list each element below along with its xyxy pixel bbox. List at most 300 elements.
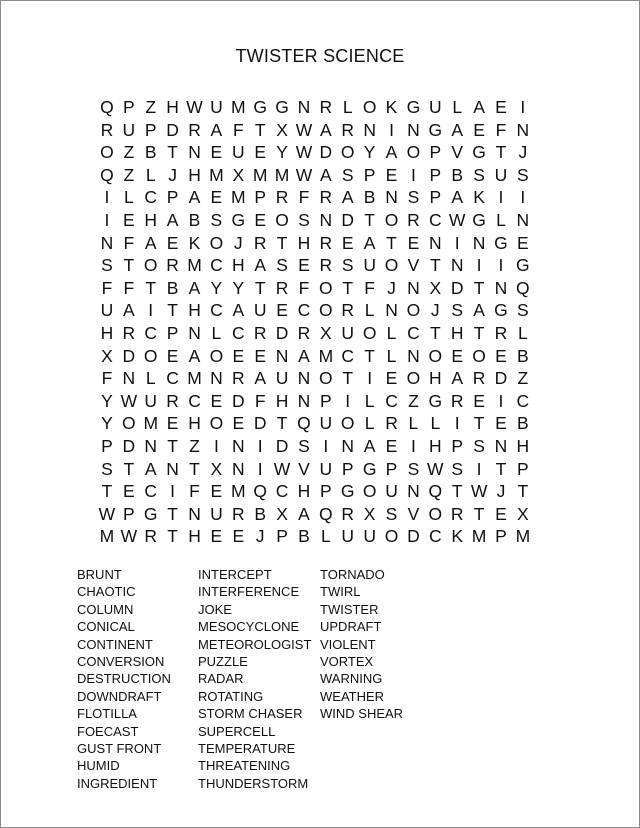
word-list-item: HUMID — [77, 758, 120, 774]
grid-letter: T — [254, 277, 266, 298]
grid-letter: J — [430, 300, 440, 321]
grid-letter: E — [495, 345, 507, 366]
grid-letter: G — [428, 119, 443, 140]
grid-letter: A — [451, 119, 464, 140]
grid-letter: R — [341, 503, 355, 524]
grid-letter: Q — [100, 97, 114, 117]
grid-letter: R — [319, 255, 333, 276]
grid-letter: N — [407, 345, 420, 366]
grid-letter: E — [451, 345, 464, 366]
grid-letter: C — [210, 255, 223, 276]
grid-letter: U — [494, 164, 508, 185]
word-list-column-3 — [320, 566, 403, 723]
grid-letter: H — [297, 232, 311, 253]
grid-letter: E — [210, 526, 223, 547]
grid-letter: U — [428, 97, 442, 117]
grid-letter: E — [122, 209, 135, 230]
grid-letter: P — [144, 119, 157, 140]
grid-letter: N — [516, 209, 530, 230]
grid-letter: N — [472, 232, 486, 253]
word-list-item: WIND SHEAR — [320, 706, 404, 722]
grid-letter: M — [471, 526, 487, 547]
grid-letter: D — [253, 413, 267, 434]
grid-letter: G — [253, 97, 267, 117]
grid-letter: B — [517, 345, 529, 366]
grid-letter: G — [494, 232, 508, 253]
grid-letter: Y — [276, 142, 288, 163]
grid-letter: T — [167, 142, 178, 163]
grid-letter: K — [188, 232, 201, 253]
grid-letter: O — [362, 322, 377, 343]
grid-letter: E — [210, 481, 223, 502]
word-list-item: WEATHER — [320, 688, 385, 704]
grid-letter: V — [451, 142, 464, 163]
grid-letter: P — [276, 526, 288, 547]
grid-letter: N — [100, 232, 114, 253]
word-list-item: JOKE — [198, 601, 232, 617]
word-list-item: VORTEX — [320, 653, 374, 669]
word-list-item: PUZZLE — [198, 653, 248, 669]
grid-letter: A — [188, 277, 201, 298]
grid-letter: E — [385, 164, 398, 185]
grid-letter: A — [363, 435, 376, 456]
grid-letter: Z — [408, 390, 419, 411]
grid-letter: G — [472, 142, 486, 163]
grid-letter: C — [428, 209, 442, 230]
grid-letter: M — [515, 526, 531, 547]
grid-letter: S — [473, 164, 485, 185]
grid-letter: Y — [101, 413, 113, 434]
word-list-item: CONTINENT — [77, 636, 153, 652]
grid-letter: Q — [319, 503, 333, 524]
grid-letter: E — [385, 435, 398, 456]
word-list-item: ROTATING — [198, 688, 264, 704]
grid-letter: U — [319, 458, 333, 479]
grid-letter: B — [298, 526, 310, 547]
grid-letter: L — [386, 322, 397, 343]
grid-letter: F — [254, 390, 266, 411]
grid-letter: S — [407, 458, 420, 479]
grid-letter: E — [407, 232, 420, 253]
grid-letter: I — [257, 458, 263, 479]
word-list-item: METEOROLOGIST — [198, 636, 312, 652]
grid-letter: E — [276, 300, 288, 321]
grid-letter: I — [410, 435, 416, 456]
grid-letter: O — [406, 300, 421, 321]
word-list-item: INTERFERENCE — [198, 584, 300, 600]
grid-letter: P — [254, 187, 267, 208]
grid-letter: S — [385, 503, 398, 524]
grid-letter: F — [298, 277, 310, 298]
grid-letter: C — [275, 481, 289, 502]
grid-letter: H — [231, 255, 245, 276]
word-list-item: MESOCYCLONE — [198, 619, 300, 635]
grid-letter: I — [257, 435, 263, 456]
grid-letter: O — [143, 255, 158, 276]
grid-letter: N — [494, 277, 508, 298]
grid-letter: D — [275, 435, 289, 456]
grid-letter: R — [472, 368, 486, 389]
grid-letter: I — [104, 209, 110, 230]
grid-letter: Z — [123, 164, 135, 185]
grid-letter: N — [516, 119, 530, 140]
grid-letter: H — [297, 481, 311, 502]
grid-letter: H — [428, 368, 442, 389]
grid-letter: M — [231, 187, 246, 208]
grid-letter: T — [451, 481, 463, 502]
grid-letter: N — [297, 390, 311, 411]
grid-letter: R — [144, 526, 158, 547]
grid-letter: L — [408, 413, 419, 434]
grid-letter: O — [275, 209, 289, 230]
grid-letter: B — [254, 503, 267, 524]
grid-letter: U — [275, 368, 289, 389]
word-list-item: CONICAL — [77, 619, 135, 635]
grid-letter: P — [320, 481, 332, 502]
grid-letter: S — [101, 255, 113, 276]
grid-letter: K — [473, 187, 485, 208]
grid-letter: D — [122, 435, 136, 456]
grid-letter: T — [517, 481, 529, 502]
grid-letter: A — [341, 187, 354, 208]
grid-letter: T — [276, 232, 288, 253]
grid-letter: R — [188, 119, 201, 140]
grid-letter: O — [428, 345, 443, 366]
grid-letter: M — [252, 164, 268, 185]
grid-letter: N — [231, 458, 245, 479]
grid-letter: D — [407, 526, 420, 547]
grid-letter: O — [319, 277, 333, 298]
grid-letter: O — [406, 368, 421, 389]
grid-letter: G — [472, 209, 486, 230]
grid-letter: I — [454, 413, 460, 434]
grid-letter: S — [451, 300, 464, 321]
grid-letter: W — [295, 142, 313, 163]
grid-letter: T — [495, 142, 507, 163]
grid-letter: E — [232, 345, 245, 366]
grid-letter: G — [362, 458, 377, 479]
grid-letter: N — [385, 300, 398, 321]
word-list-item: THREATENING — [198, 758, 291, 774]
grid-letter: R — [450, 503, 464, 524]
grid-letter: D — [319, 142, 333, 163]
grid-letter: I — [520, 187, 526, 208]
grid-letter: Z — [145, 97, 157, 117]
word-list-item: TORNADO — [320, 567, 385, 582]
word-list-item: THUNDERSTORM — [198, 775, 309, 791]
grid-letter: D — [450, 277, 464, 298]
grid-letter: H — [166, 97, 179, 117]
grid-letter: R — [494, 322, 508, 343]
grid-letter: C — [428, 526, 442, 547]
grid-letter: I — [454, 232, 460, 253]
grid-letter: G — [428, 390, 443, 411]
grid-letter: L — [145, 368, 156, 389]
grid-letter: P — [101, 435, 113, 456]
grid-letter: G — [406, 97, 421, 117]
grid-letter: R — [319, 187, 333, 208]
grid-letter: F — [123, 277, 135, 298]
grid-letter: N — [363, 119, 376, 140]
grid-letter: S — [517, 300, 529, 321]
grid-letter: N — [319, 209, 333, 230]
grid-letter: A — [451, 368, 464, 389]
grid-letter: X — [101, 345, 113, 366]
word-list-item: TEMPERATURE — [198, 740, 296, 756]
word-list-item: GUST FRONT — [77, 740, 162, 756]
grid-letter: N — [144, 435, 158, 456]
grid-letter: T — [123, 255, 135, 276]
grid-letter: E — [473, 119, 485, 140]
grid-letter: A — [473, 300, 485, 321]
grid-letter: C — [516, 390, 530, 411]
grid-letter: F — [364, 277, 375, 298]
grid-letter: M — [187, 368, 202, 389]
grid-letter: L — [211, 322, 222, 343]
grid-letter: N — [188, 503, 201, 524]
grid-letter: J — [518, 142, 528, 163]
grid-letter: O — [384, 255, 399, 276]
grid-letter: H — [188, 526, 201, 547]
grid-letter: U — [341, 322, 355, 343]
grid-letter: Q — [253, 481, 267, 502]
grid-letter: S — [473, 435, 485, 456]
word-list-column-2 — [198, 566, 311, 792]
grid-letter: R — [341, 300, 355, 321]
grid-letter: E — [210, 187, 223, 208]
grid-letter: E — [210, 142, 223, 163]
grid-letter: U — [144, 390, 158, 411]
grid-letter: N — [385, 187, 398, 208]
grid-letter: T — [276, 413, 288, 434]
grid-letter: E — [166, 413, 179, 434]
grid-letter: N — [275, 345, 289, 366]
grid-letter: C — [341, 345, 355, 366]
grid-letter: P — [495, 526, 507, 547]
grid-letter: W — [295, 164, 313, 185]
word-list-item: BRUNT — [77, 567, 122, 582]
grid-letter: U — [363, 526, 376, 547]
grid-letter: R — [253, 322, 267, 343]
grid-letter: L — [145, 164, 156, 185]
grid-letter: R — [100, 119, 114, 140]
grid-letter: X — [517, 503, 529, 524]
grid-letter: E — [495, 97, 507, 117]
grid-letter: M — [231, 481, 246, 502]
grid-letter: K — [451, 526, 464, 547]
grid-letter: E — [254, 345, 267, 366]
grid-letter: D — [231, 390, 245, 411]
word-list-item: TWIRL — [320, 584, 361, 600]
grid-letter: U — [210, 97, 223, 117]
grid-letter: A — [232, 300, 245, 321]
grid-letter: N — [188, 142, 201, 163]
grid-letter: Z — [123, 142, 135, 163]
grid-letter: P — [429, 187, 442, 208]
grid-letter: E — [495, 413, 507, 434]
grid-letter: P — [385, 458, 398, 479]
grid-letter: T — [364, 345, 375, 366]
grid-letter: O — [122, 413, 136, 434]
grid-letter: R — [231, 368, 245, 389]
grid-letter: D — [166, 119, 179, 140]
grid-letter: S — [407, 187, 420, 208]
grid-letter: T — [386, 232, 397, 253]
grid-letter: H — [450, 322, 464, 343]
grid-letter: H — [144, 209, 158, 230]
grid-letter: B — [144, 142, 157, 163]
grid-letter: O — [362, 481, 377, 502]
grid-letter: T — [167, 300, 178, 321]
grid-letter: G — [231, 209, 246, 230]
word-list-item: SUPERCELL — [198, 723, 276, 739]
grid-letter: P — [122, 503, 135, 524]
grid-letter: Q — [428, 481, 443, 502]
grid-letter: O — [340, 142, 355, 163]
grid-letter: I — [389, 119, 394, 140]
grid-letter: A — [188, 345, 201, 366]
grid-letter: A — [188, 187, 201, 208]
grid-letter: S — [276, 255, 288, 276]
grid-letter: H — [188, 164, 201, 185]
grid-letter: M — [187, 255, 202, 276]
word-list-item: STORM CHASER — [198, 706, 303, 722]
grid-letter: E — [385, 368, 398, 389]
grid-letter: L — [518, 322, 528, 343]
grid-letter: O — [362, 97, 377, 117]
grid-letter: W — [120, 526, 138, 547]
grid-letter: H — [516, 435, 530, 456]
grid-letter: C — [144, 322, 158, 343]
grid-letter: W — [98, 503, 116, 524]
grid-letter: S — [517, 164, 529, 185]
grid-letter: Y — [232, 277, 245, 298]
grid-letter: E — [166, 232, 179, 253]
grid-letter: T — [167, 526, 178, 547]
word-list-item: WARNING — [320, 671, 383, 687]
grid-letter: E — [254, 142, 267, 163]
grid-letter: E — [341, 232, 354, 253]
grid-letter: F — [189, 481, 200, 502]
grid-letter: T — [429, 322, 441, 343]
grid-letter: X — [320, 322, 332, 343]
grid-letter: A — [320, 119, 332, 140]
grid-letter: L — [364, 390, 375, 411]
grid-letter: C — [166, 368, 179, 389]
grid-letter: U — [319, 413, 333, 434]
grid-letter: W — [427, 458, 444, 479]
grid-letter: P — [429, 164, 442, 185]
grid-letter: T — [473, 503, 485, 524]
grid-letter: H — [188, 300, 201, 321]
grid-letter: D — [122, 345, 136, 366]
grid-letter: R — [297, 322, 311, 343]
grid-letter: L — [364, 413, 375, 434]
grid-letter: U — [385, 481, 398, 502]
grid-letter: W — [120, 390, 138, 411]
grid-letter: M — [209, 164, 224, 185]
word-list-item: CONVERSION — [77, 653, 165, 669]
grid-letter: I — [104, 187, 110, 208]
grid-letter: B — [517, 413, 529, 434]
grid-letter: I — [410, 164, 416, 185]
word-list-item: DOWNDRAFT — [77, 688, 162, 704]
grid-letter: D — [341, 209, 355, 230]
grid-letter: T — [495, 458, 507, 479]
grid-letter: F — [232, 119, 244, 140]
grid-letter: V — [407, 255, 420, 276]
grid-letter: O — [472, 345, 486, 366]
grid-letter: R — [253, 232, 267, 253]
word-list-item: TWISTER — [320, 601, 379, 617]
grid-letter: C — [210, 300, 223, 321]
grid-letter: N — [231, 435, 245, 456]
grid-letter: C — [385, 390, 398, 411]
word-list-item: INTERCEPT — [198, 567, 272, 582]
grid-letter: A — [144, 458, 157, 479]
word-list-column-1 — [77, 566, 171, 792]
grid-letter: R — [407, 209, 420, 230]
grid-letter: T — [473, 277, 485, 298]
grid-letter: S — [451, 458, 464, 479]
grid-letter: T — [167, 435, 178, 456]
grid-letter: Y — [101, 390, 113, 411]
grid-letter: P — [363, 164, 376, 185]
grid-letter: C — [144, 187, 158, 208]
grid-letter: T — [342, 277, 354, 298]
grid-letter: A — [254, 255, 267, 276]
grid-letter: T — [364, 209, 375, 230]
grid-letter: S — [298, 209, 310, 230]
grid-letter: L — [496, 209, 506, 230]
grid-letter: A — [451, 187, 464, 208]
grid-letter: E — [254, 209, 267, 230]
grid-letter: P — [451, 435, 464, 456]
grid-letter: F — [495, 119, 507, 140]
grid-letter: N — [341, 435, 355, 456]
grid-letter: U — [210, 503, 223, 524]
grid-letter: N — [494, 435, 508, 456]
grid-letter: T — [254, 119, 266, 140]
grid-letter: U — [122, 119, 136, 140]
grid-letter: A — [210, 119, 223, 140]
grid-letter: P — [517, 458, 529, 479]
grid-letter: Q — [297, 413, 311, 434]
grid-letter: S — [341, 255, 354, 276]
grid-letter: I — [476, 255, 482, 276]
grid-letter: O — [340, 413, 355, 434]
grid-letter: T — [473, 413, 485, 434]
grid-letter: J — [255, 526, 265, 547]
grid-letter: F — [298, 187, 310, 208]
grid-letter: R — [275, 277, 289, 298]
grid-letter: G — [516, 255, 530, 276]
puzzle-title: TWISTER SCIENCE — [235, 46, 405, 66]
grid-letter: I — [520, 97, 526, 117]
grid-letter: X — [363, 503, 376, 524]
grid-letter: L — [430, 413, 441, 434]
grid-letter: E — [517, 232, 529, 253]
grid-letter: R — [450, 390, 464, 411]
grid-letter: O — [143, 345, 158, 366]
word-list-item: CHAOTIC — [77, 584, 136, 600]
grid-letter: B — [451, 164, 464, 185]
grid-letter: B — [188, 209, 201, 230]
grid-letter: A — [473, 97, 485, 117]
grid-letter: N — [450, 255, 464, 276]
grid-letter: A — [298, 503, 310, 524]
word-list-item: VIOLENT — [320, 636, 376, 652]
